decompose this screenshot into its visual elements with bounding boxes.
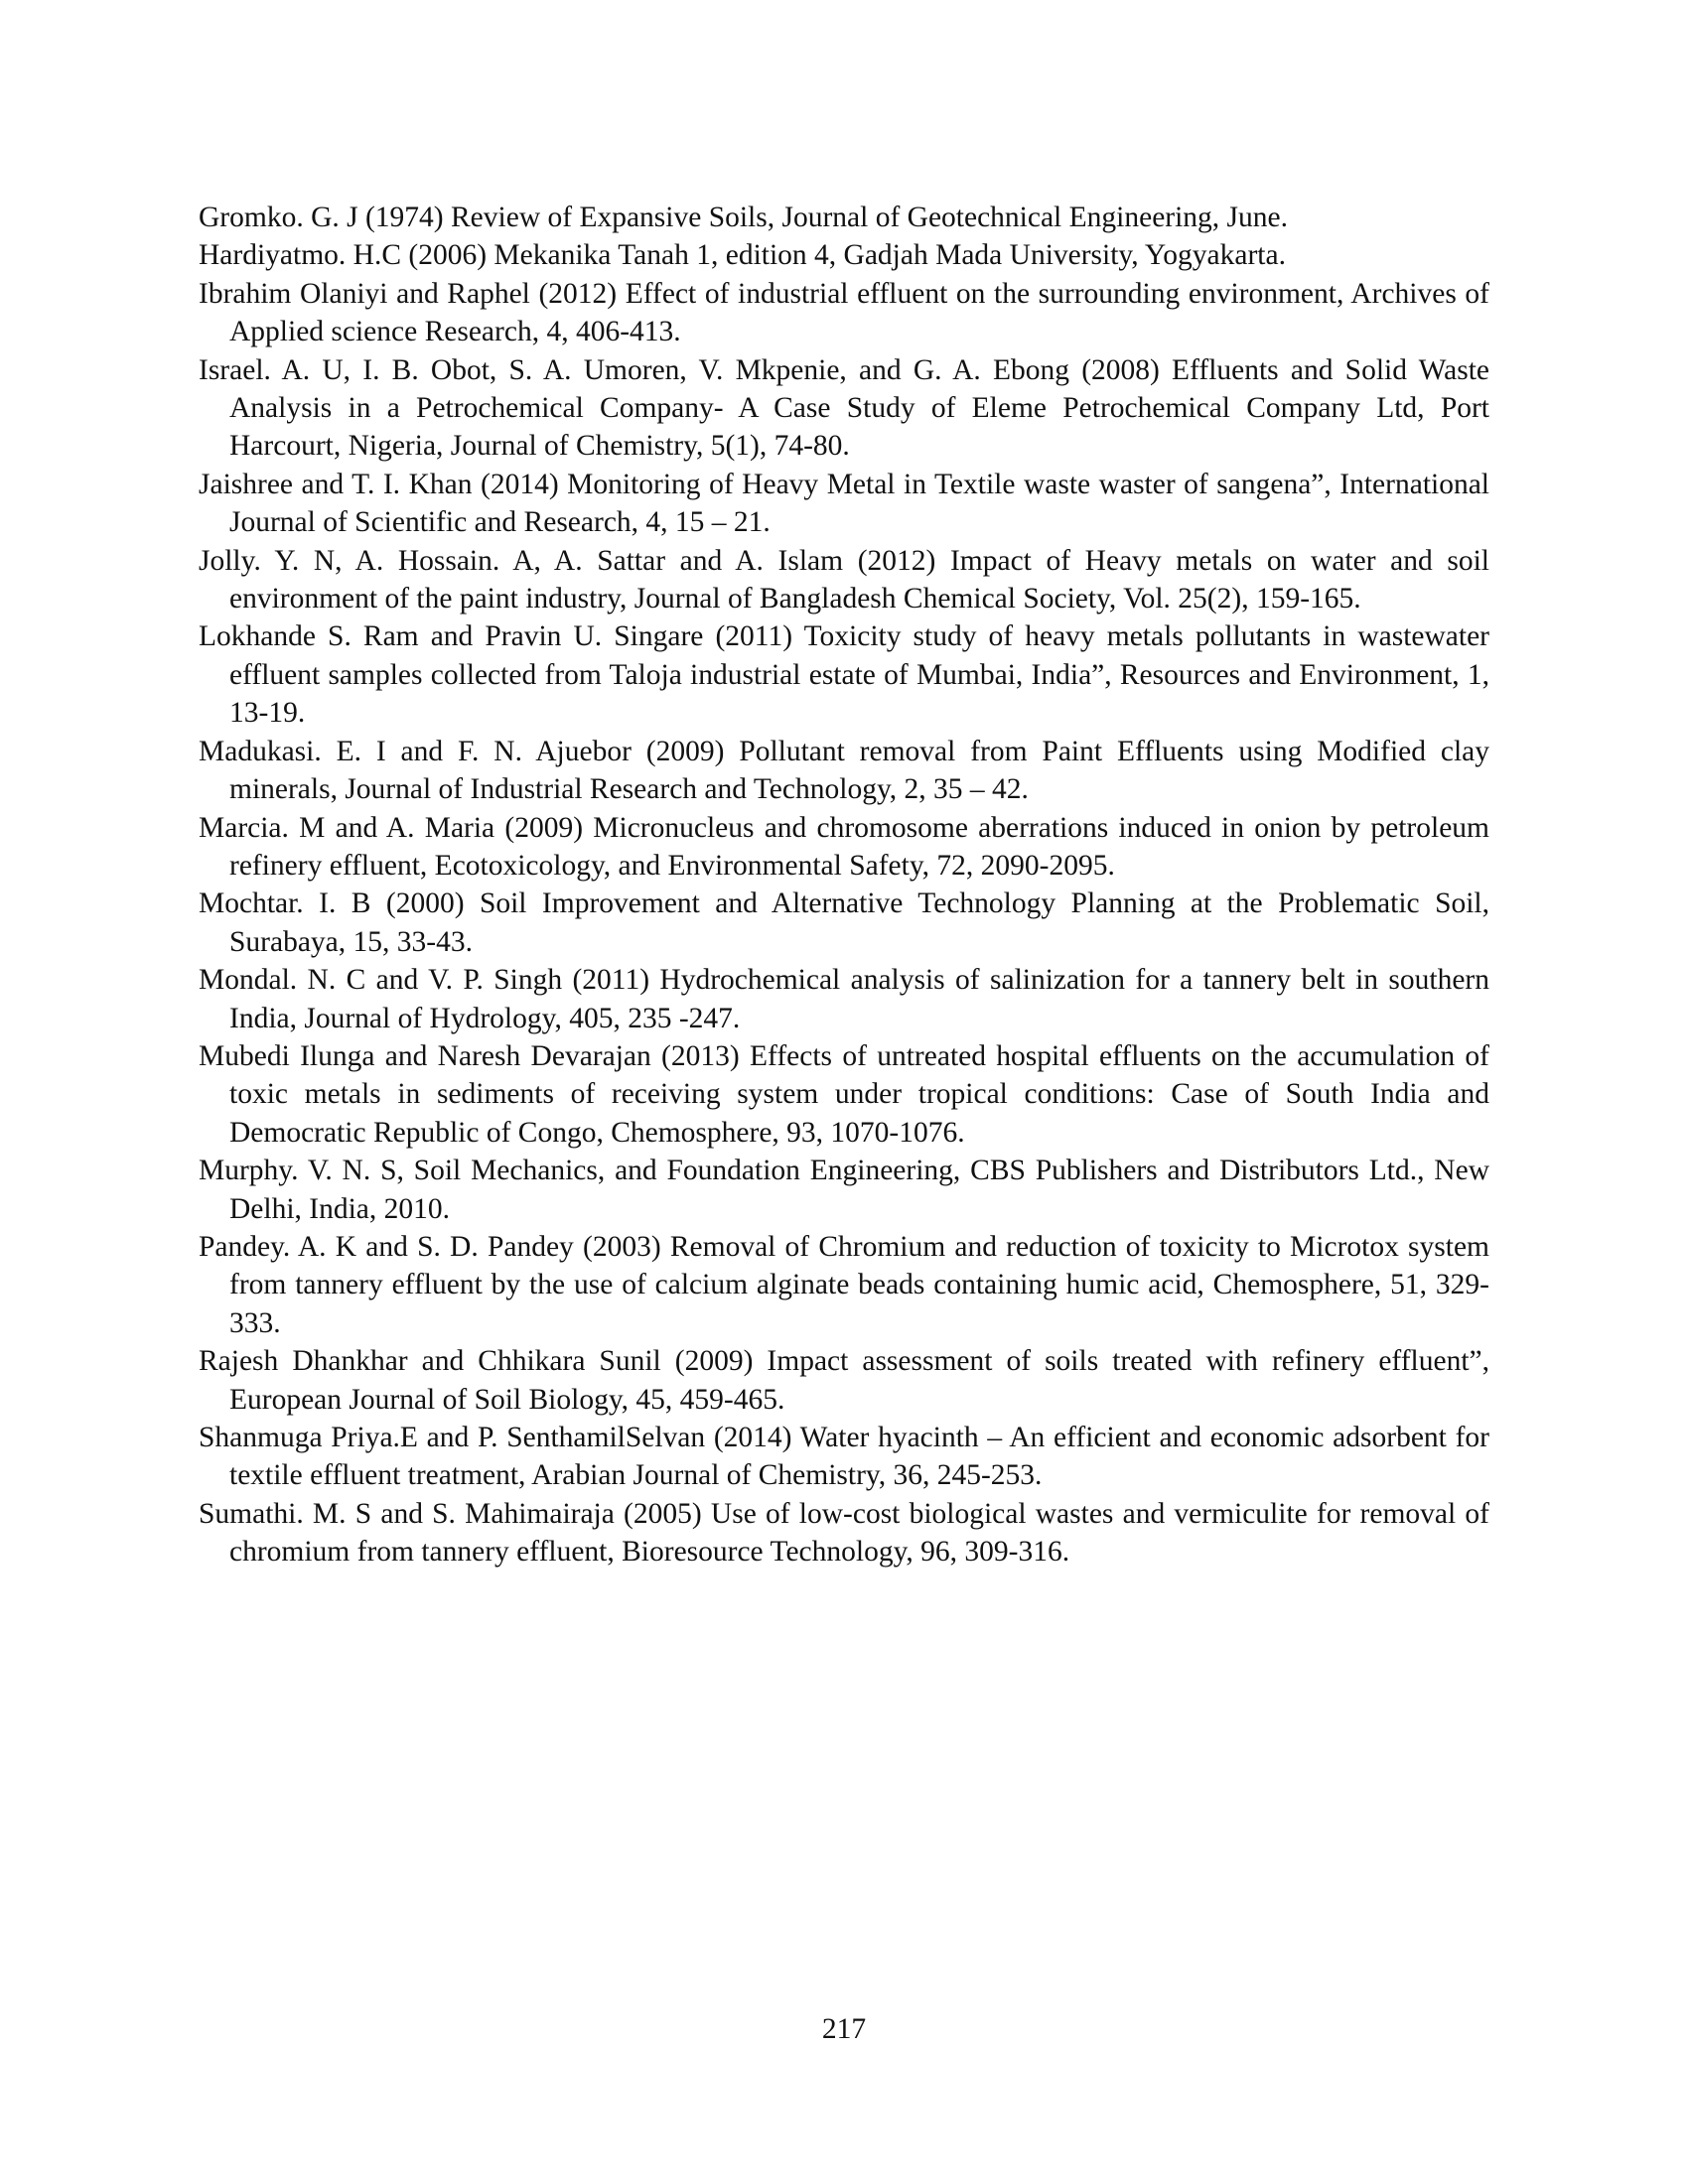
reference-entry: Murphy. V. N. S, Soil Mechanics, and Foundation Engineering, CBS Publishers and Distributors Ltd., New Delhi, India, 2010. [199, 1155, 1489, 1225]
reference-entry: Gromko. G. J (1974) Review of Expansive Soils, Journal of Geotechnical Engineering, June. [199, 202, 1289, 233]
reference-entry: Pandey. A. K and S. D. Pandey (2003) Removal of Chromium and reduction of toxicity to Microtox system from tannery effluent by the use of calcium alginate beads containing humic acid, Chemosphere, 51, 329-333. [199, 1230, 1489, 1339]
reference-entry: Jolly. Y. N, A. Hossain. A, A. Sattar and A. Islam (2012) Impact of Heavy metals on water and soil environment of the paint industry, Journal of Bangladesh Chemical Society, Vol. 25(2), 159-165. [199, 544, 1489, 615]
reference-entry: Madukasi. E. I and F. N. Ajuebor (2009) Pollutant removal from Paint Effluents using Modified clay minerals, Journal of Industrial Research and Technology, 2, 35 – 42. [199, 735, 1489, 806]
reference-entry: Lokhande S. Ram and Pravin U. Singare (2011) Toxicity study of heavy metals pollutants in wastewater effluent samples collected from Taloja industrial estate of Mumbai, India”, Resources and Environment, 1, 13-19. [199, 620, 1489, 730]
reference-entry: Hardiyatmo. H.C (2006) Mekanika Tanah 1, edition 4, Gadjah Mada University, Yogyakarta. [199, 239, 1286, 272]
reference-entry: Sumathi. M. S and S. Mahimairaja (2005) Use of low-cost biological wastes and vermiculite for removal of chromium from tannery effluent, Bioresource Technology, 96, 309-316. [199, 1497, 1489, 1569]
reference-entry: Mondal. N. C and V. P. Singh (2011) Hydrochemical analysis of salinization for a tannery belt in southern India, Journal of Hydrology, 405, 235 -247. [199, 964, 1489, 1034]
reference-entry: Jaishree and T. I. Khan (2014) Monitoring of Heavy Metal in Textile waste waster of sangena”, International Journal of Scientific and Research, 4, 15 – 21. [199, 468, 1489, 539]
reference-entry: Ibrahim Olaniyi and Raphel (2012) Effect of industrial effluent on the surrounding environment, Archives of Applied science Research, 4, 406-413. [199, 277, 1489, 348]
page-number: 217 [821, 2013, 867, 2045]
reference-entry: Mubedi Ilunga and Naresh Devarajan (2013) Effects of untreated hospital effluents on the accumulation of toxic metals in sediments of receiving system under tropical conditions: Case of South India and Democratic Republic of Congo, Chemosphere, 93, 1070-1076. [199, 1039, 1489, 1149]
reference-list [199, 199, 1489, 1571]
reference-entry: Shanmuga Priya.E and P. SenthamilSelvan (2014) Water hyacinth – An efficient and economic adsorbent for textile effluent treatment, Arabian Journal of Chemistry, 36, 245-253. [199, 1422, 1489, 1492]
reference-entry: Israel. A. U, I. B. Obot, S. A. Umoren, V. Mkpenie, and G. A. Ebong (2008) Effluents and Solid Waste Analysis in a Petrochemical Company- A Case Study of Eleme Petrochemical Company Ltd, Port Harcourt, Nigeria, Journal of Chemistry, 5(1), 74-80. [199, 353, 1489, 463]
reference-entry: Mochtar. I. B (2000) Soil Improvement and Alternative Technology Planning at the Problematic Soil, Surabaya, 15, 33-43. [199, 887, 1489, 958]
reference-entry: Marcia. M and A. Maria (2009) Micronucleus and chromosome aberrations induced in onion by petroleum refinery effluent, Ecotoxicology, and Environmental Safety, 72, 2090-2095. [199, 811, 1489, 882]
reference-entry: Rajesh Dhankhar and Chhikara Sunil (2009) Impact assessment of soils treated with refinery effluent”, European Journal of Soil Biology, 45, 459-465. [199, 1345, 1489, 1416]
